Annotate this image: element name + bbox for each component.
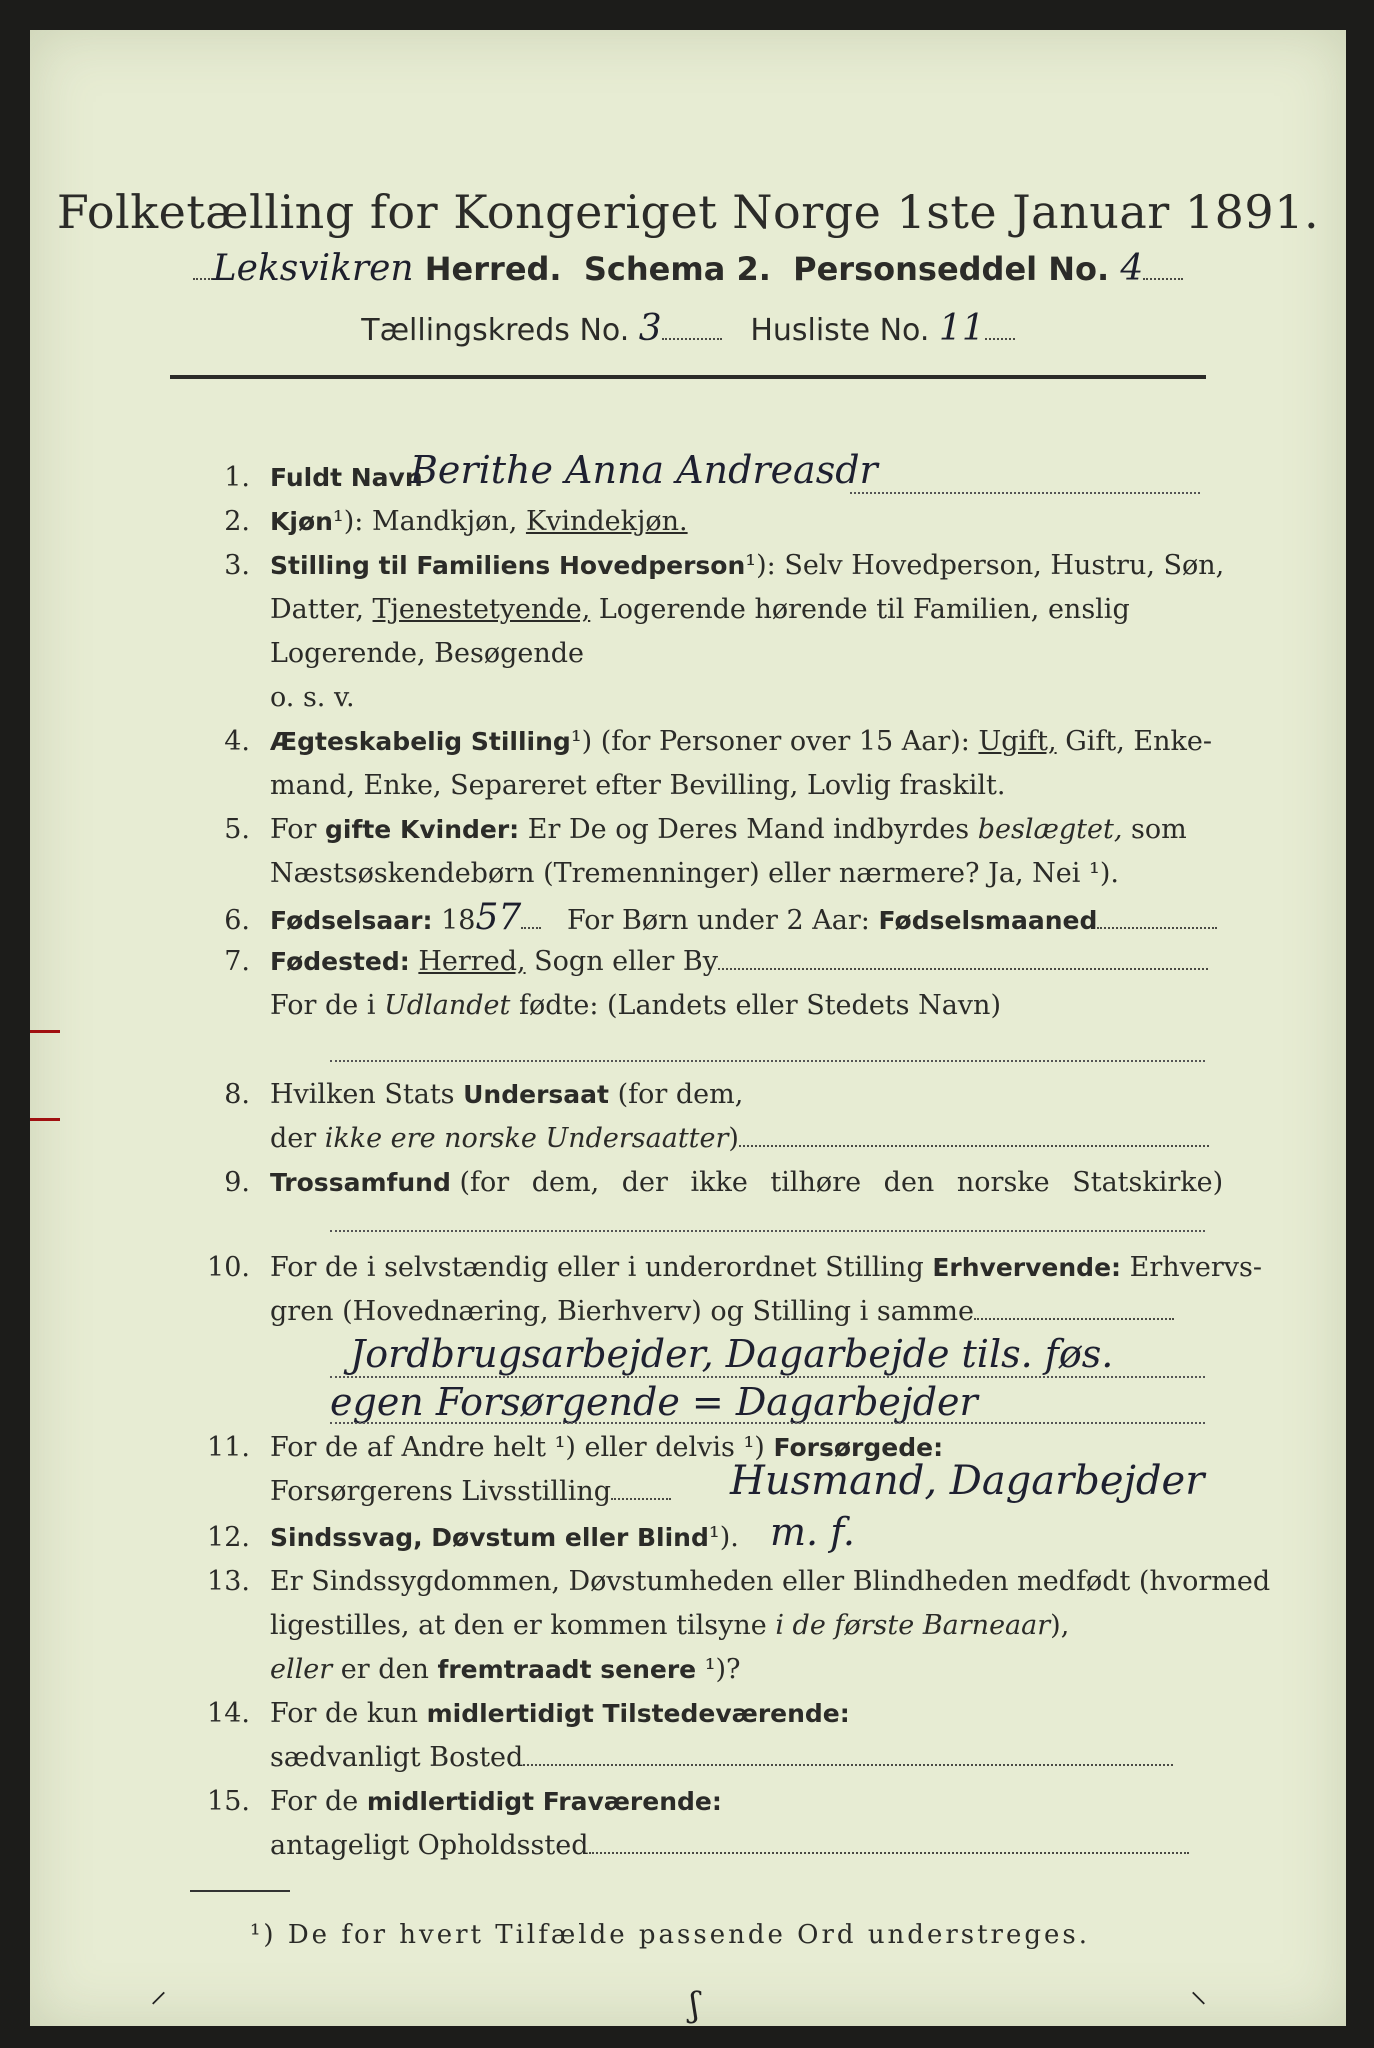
item-number: 13. [207, 1566, 250, 1597]
fill-line [330, 1422, 1205, 1424]
text: Erhvervs- [1129, 1252, 1263, 1283]
marital-label: Ægteskabelig Stilling [270, 727, 571, 756]
header-rule [170, 375, 1206, 379]
husliste-label: Husliste No. [750, 313, 930, 348]
disability-label: Sindssvag, Døvstum eller Blind [270, 1523, 709, 1552]
provider-handwriting: Husmand, Dagarbejder [730, 1458, 1205, 1504]
text: For de af Andre helt ¹) eller delvis ¹) [270, 1432, 765, 1463]
supported-label: Forsørgede: [773, 1433, 944, 1462]
gender-selected: Kvindekjøn. [525, 506, 688, 537]
text: For de i selvstændig eller i underordnet Stilling [270, 1252, 924, 1283]
family-position-label: Stilling til Familiens Hovedperson [270, 551, 746, 580]
gender-label: Kjøn [270, 507, 333, 536]
birth-year-prefix: 18 [441, 905, 476, 936]
item-7-line-2 [170, 986, 1310, 1026]
personseddel-handwriting: 4 [1120, 248, 1144, 289]
item-10-line-2 [170, 1292, 1310, 1332]
item-3 [170, 546, 1225, 586]
occupation-handwriting-2: egen Forsørgende = Dagarbejder [330, 1380, 978, 1424]
name-handwriting: Berithe Anna Andreasdr [410, 448, 878, 492]
text: Logerende hørende til Familien, enslig [598, 594, 1130, 625]
footnote: ¹) De for hvert Tilfælde passende Ord understreges. [250, 1920, 1091, 1950]
item-4-line-2: mand, Enke, Separeret efter Bevilling, Lovlig fraskilt. [270, 770, 1006, 801]
item-number: 5. [224, 814, 250, 845]
text: Gift, Enke- [1065, 726, 1212, 757]
item-number: 4. [224, 726, 250, 757]
text: Sogn eller By [534, 946, 718, 977]
text: Er De og Deres Mand indbyrdes [527, 814, 970, 845]
item-3-line-2 [170, 590, 1310, 630]
text: fødte: (Landets eller Stedets Navn) [518, 990, 1001, 1021]
text: Udlandet [384, 990, 511, 1021]
tick-mark: ⸍ [150, 1985, 167, 2025]
text: beslægtet, [977, 814, 1123, 845]
tick-mark: ʃ [690, 1985, 700, 2025]
text: For [270, 814, 317, 845]
text: (for dem, [617, 1079, 744, 1110]
tick-mark: ⸌ [1190, 1985, 1207, 2025]
text: ¹) (for Personer over 15 Aar): [570, 726, 970, 757]
marital-selected: Ugift, [978, 726, 1057, 757]
birth-year-handwriting: 57 [475, 897, 522, 938]
birth-year-label: Fødselsaar: [270, 906, 433, 935]
text: er den [340, 1654, 429, 1685]
disability-handwriting: m. f. [770, 1510, 855, 1554]
text: ¹). [708, 1522, 739, 1553]
item-number: 2. [224, 506, 250, 537]
text: For Børn under 2 Aar: [567, 905, 870, 936]
item-6 [170, 898, 1210, 941]
item-number: 8. [224, 1079, 250, 1110]
item-8-line-2 [170, 1119, 1310, 1159]
census-form [30, 30, 1346, 2026]
birthplace-selected: Herred, [418, 946, 526, 977]
occupation-handwriting-1: Jordbrugsarbejder, Dagarbejde tils. føs. [350, 1332, 1114, 1376]
item-number: 14. [207, 1698, 250, 1729]
married-women-label: gifte Kvinder: [325, 815, 520, 844]
item-number: 3. [224, 550, 250, 581]
kreds-handwriting: 3 [638, 308, 662, 349]
item-5 [170, 810, 1210, 850]
text: antageligt Opholdssted [270, 1830, 589, 1861]
text: som [1131, 814, 1187, 845]
fill-line [330, 1060, 1205, 1062]
herred-label: Herred. [424, 250, 562, 288]
herred-handwriting: Leksvikren [212, 248, 414, 289]
item-14-line-2 [170, 1738, 1310, 1778]
item-13-line-2 [170, 1606, 1310, 1646]
form-title: Folketælling for Kongeriget Norge 1ste Januar 1891. [56, 185, 1320, 239]
text: ), [1050, 1610, 1070, 1641]
item-number: 6. [224, 905, 250, 936]
item-10 [170, 1248, 1263, 1288]
header-line-kreds [30, 308, 1346, 349]
text: ikke ere norske Undersaatter [324, 1123, 729, 1154]
item-13 [170, 1562, 1271, 1602]
schema-label: Schema 2. [583, 250, 771, 288]
item-number: 9. [224, 1167, 250, 1198]
text: der [270, 1123, 317, 1154]
text: gren (Hovednæring, Bierhverv) og Stilling i samme [270, 1296, 975, 1327]
item-13-line-3 [170, 1650, 1310, 1690]
gender-text: ¹): Mandkjøn, [332, 506, 518, 537]
text: ligestilles, at den er kommen tilsyne [270, 1610, 767, 1641]
item-3-line-3: Logerende, Besøgende [270, 638, 584, 669]
text: (for dem, der ikke tilhøre den norske Statskirke) [459, 1167, 1224, 1198]
edge-mark [30, 1030, 60, 1033]
name-label: Fuldt Navn [270, 463, 423, 492]
item-15-line-2 [170, 1826, 1310, 1866]
text: ¹)? [704, 1654, 741, 1685]
text: For de kun [270, 1698, 418, 1729]
family-position-selected: Tjenestetyende, [372, 594, 591, 625]
item-number: 7. [224, 946, 250, 977]
text: Forsørgerens Livsstilling [270, 1476, 612, 1507]
fill-line [330, 1376, 1205, 1378]
religion-label: Trossamfund [270, 1168, 451, 1197]
item-number: 11. [207, 1432, 250, 1463]
birth-month-label: Fødselsmaaned [878, 906, 1098, 935]
item-number: 15. [207, 1786, 250, 1817]
occupation-label: Erhvervende: [932, 1253, 1122, 1282]
item-9 [170, 1163, 1224, 1203]
text: ) [728, 1123, 739, 1154]
fill-line [850, 492, 1200, 494]
text: i de første Barneaar [775, 1610, 1051, 1641]
family-position-text: ¹): Selv Hovedperson, Hustru, Søn, [745, 550, 1225, 581]
edge-mark [30, 1118, 60, 1121]
personseddel-label: Personseddel No. [793, 250, 1110, 288]
item-8 [170, 1075, 1210, 1115]
header-line-herred [30, 248, 1346, 289]
item-3-line-4: o. s. v. [270, 682, 355, 713]
item-12 [170, 1518, 1210, 1558]
kreds-label: Tællingskreds No. [361, 313, 630, 348]
temporary-absent-label: midlertidigt Fraværende: [366, 1787, 722, 1816]
text: For de [270, 1786, 359, 1817]
text: Er Sindssygdommen, Døvstumheden eller Blindheden medfødt (hvormed [270, 1566, 1271, 1597]
husliste-handwriting: 11 [938, 308, 985, 349]
text: eller [270, 1654, 333, 1685]
item-number: 12. [207, 1522, 250, 1553]
item-7 [170, 942, 1210, 982]
item-2 [170, 502, 1210, 542]
footnote-rule [190, 1890, 290, 1892]
item-14 [170, 1694, 1210, 1734]
text: sædvanligt Bosted [270, 1742, 524, 1773]
item-number: 1. [224, 462, 250, 493]
citizenship-label: Undersaat [463, 1080, 609, 1109]
temporary-present-label: midlertidigt Tilstedeværende: [426, 1699, 850, 1728]
item-15 [170, 1782, 1210, 1822]
text: Hvilken Stats [270, 1079, 455, 1110]
text: Datter, [270, 594, 364, 625]
item-number: 10. [207, 1252, 250, 1283]
item-4 [170, 722, 1210, 762]
later-onset-label: fremtraadt senere [437, 1655, 697, 1684]
birthplace-label: Fødested: [270, 947, 410, 976]
fill-line [330, 1230, 1205, 1232]
item-5-line-2: Næstsøskendebørn (Tremenninger) eller nærmere? Ja, Nei ¹). [270, 858, 1119, 889]
text: For de i [270, 990, 376, 1021]
